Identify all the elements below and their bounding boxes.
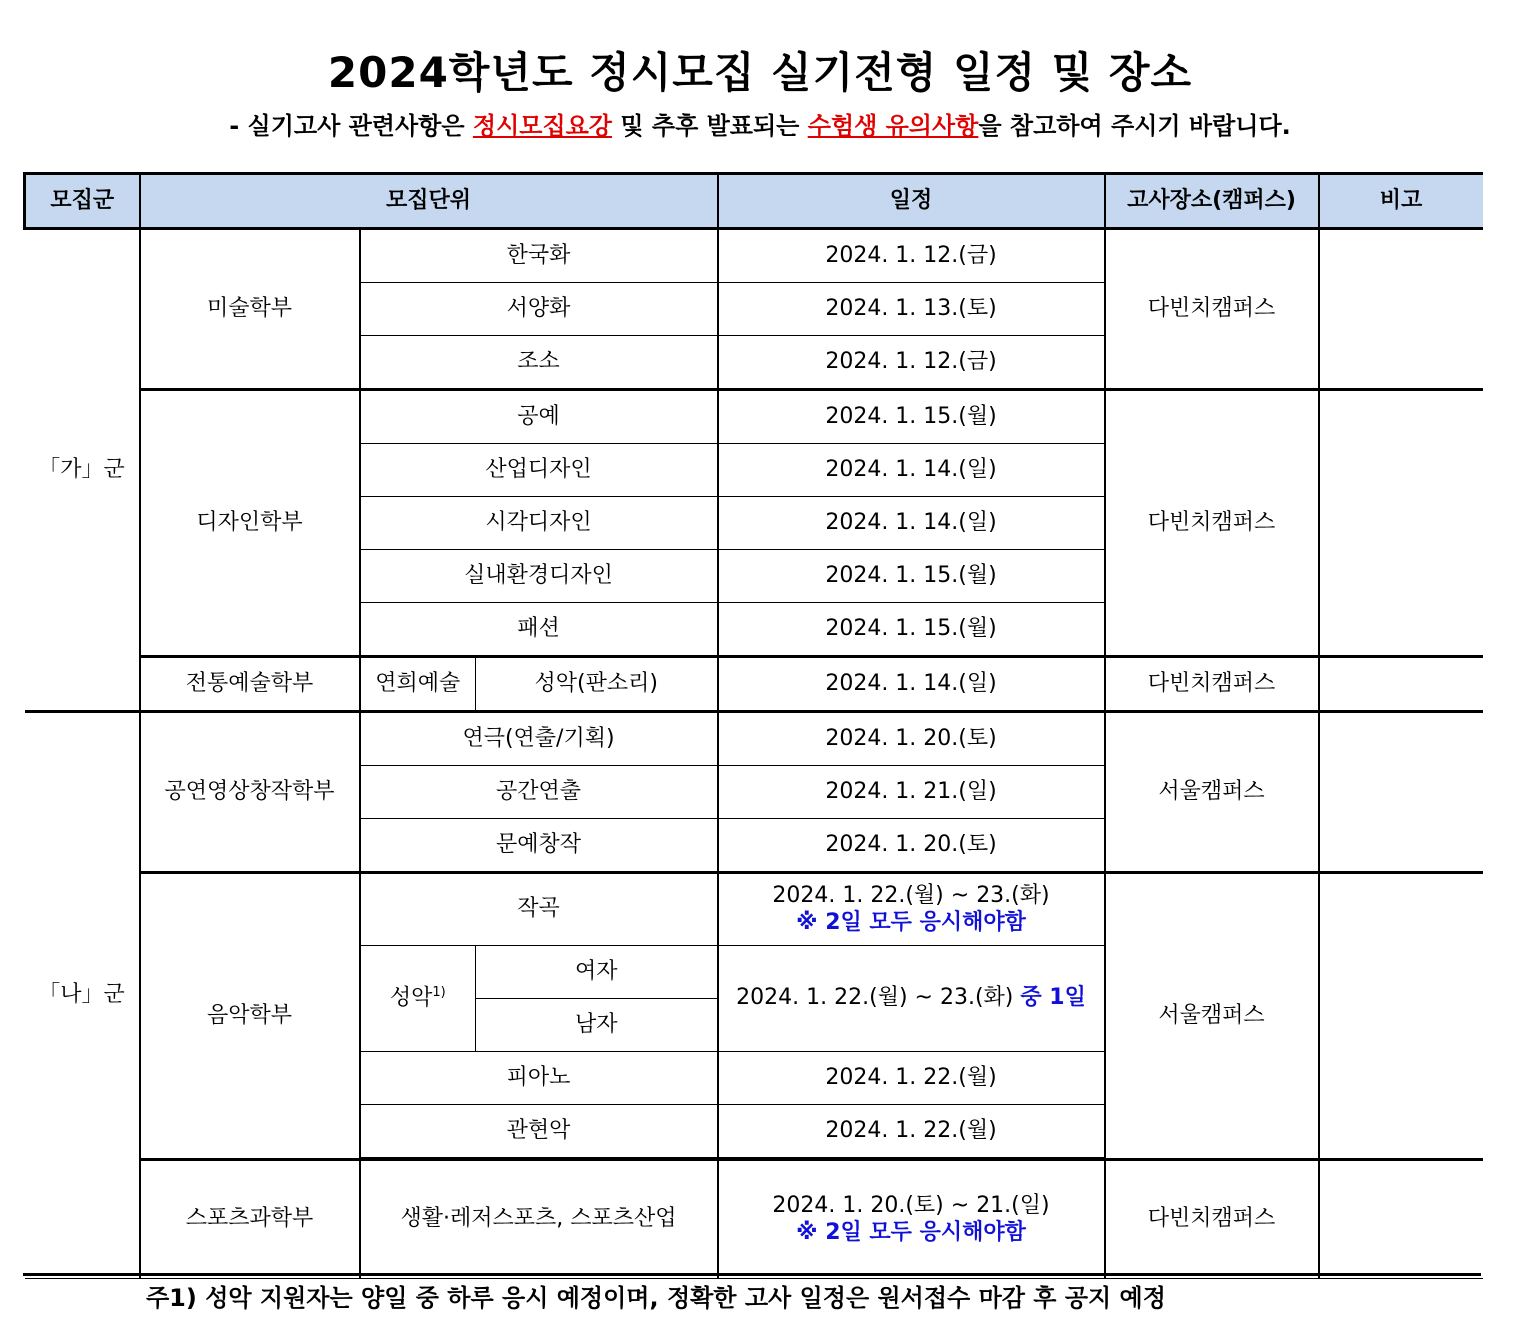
composition-date: 2024. 1. 22.(월) ~ 23.(화) [772,883,1050,909]
unit-cell: 시각디자인 [360,497,718,550]
campus-cell: 다빈치캠퍼스 [1105,229,1319,390]
unit-cell: 서양화 [360,283,718,336]
unit-cell: 조소 [360,336,718,390]
unit-cell: 패션 [360,603,718,657]
unit-cell: 여자 [476,946,718,999]
subunit-cell: 연희예술 [360,657,476,712]
unit-cell: 연극(연출/기획) [360,712,718,766]
campus-cell: 서울캠퍼스 [1105,873,1319,1160]
unit-cell: 실내환경디자인 [360,550,718,603]
unit-cell: 공간연출 [360,766,718,819]
note-cell [1319,229,1483,390]
vocal-label: 성악 [389,985,433,1011]
note-cell [1319,390,1483,657]
unit-cell: 피아노 [360,1052,718,1105]
table-row [25,229,1483,283]
header-unit: 모집단위 [140,174,718,229]
dept-music: 음악학부 [140,873,360,1160]
header-campus: 고사장소(캠퍼스) [1105,174,1319,229]
table-row [25,390,1483,444]
unit-cell: 작곡 [360,873,718,946]
dept-art: 미술학부 [140,229,360,390]
dept-performance: 공연영상창작학부 [140,712,360,873]
date-cell: 2024. 1. 14.(일) [718,497,1105,550]
footnote-marker: 1) [432,985,446,1001]
table-bottom-rule [23,1273,1481,1276]
vocal-label-cell [360,946,476,1052]
unit-cell: 공예 [360,390,718,444]
header-group: 모집군 [25,174,140,229]
unit-cell: 성악(판소리) [476,657,718,712]
campus-cell: 서울캠퍼스 [1105,712,1319,873]
date-cell [718,1160,1105,1279]
campus-cell: 다빈치캠퍼스 [1105,1160,1319,1279]
date-cell: 2024. 1. 14.(일) [718,444,1105,497]
subtitle-suffix: 을 참고하여 주시기 바랍니다. [978,112,1291,140]
date-cell: 2024. 1. 12.(금) [718,336,1105,390]
unit-cell: 문예창작 [360,819,718,873]
header-date: 일정 [718,174,1105,229]
composition-note: ※ 2일 모두 응시해야함 [796,909,1026,935]
date-cell: 2024. 1. 14.(일) [718,657,1105,712]
sports-date: 2024. 1. 20.(토) ~ 21.(일) [772,1193,1050,1219]
date-cell: 2024. 1. 22.(월) [718,1052,1105,1105]
date-cell [718,873,1105,946]
note-cell [1319,712,1483,873]
note-cell [1319,657,1483,712]
date-cell: 2024. 1. 15.(월) [718,550,1105,603]
campus-cell: 다빈치캠퍼스 [1105,390,1319,657]
applicant-notice-link[interactable]: 수험생 유의사항 [807,112,979,140]
vocal-date: 2024. 1. 22.(월) ~ 23.(화) [736,985,1014,1011]
table-row [25,873,1483,946]
dept-traditional: 전통예술학부 [140,657,360,712]
date-cell: 2024. 1. 12.(금) [718,229,1105,283]
page-title: 2024학년도 정시모집 실기전형 일정 및 장소 [327,48,1193,97]
schedule-table [23,172,1483,1279]
table-row [25,657,1483,712]
table-row [25,1160,1483,1279]
dept-design: 디자인학부 [140,390,360,657]
date-cell: 2024. 1. 22.(월) [718,1105,1105,1158]
unit-cell: 남자 [476,999,718,1052]
subtitle [0,106,1520,141]
group-na: 「나」군 [25,712,140,1279]
header-row [25,174,1483,229]
date-cell: 2024. 1. 15.(월) [718,603,1105,657]
date-cell: 2024. 1. 21.(일) [718,766,1105,819]
date-cell: 2024. 1. 20.(토) [718,819,1105,873]
unit-cell: 산업디자인 [360,444,718,497]
unit-cell: 생활·레저스포츠, 스포츠산업 [360,1160,718,1279]
admission-guide-link[interactable]: 정시모집요강 [472,112,612,140]
vocal-note: 중 1일 [1020,985,1086,1011]
table-row [25,712,1483,766]
date-cell: 2024. 1. 13.(토) [718,283,1105,336]
campus-cell: 다빈치캠퍼스 [1105,657,1319,712]
footnote: 주1) 성악 지원자는 양일 중 하루 응시 예정이며, 정확한 고사 일정은 원서접수 마감 후 공지 예정 [146,1284,1166,1312]
unit-cell: 한국화 [360,229,718,283]
header-note: 비고 [1319,174,1483,229]
date-cell: 2024. 1. 20.(토) [718,712,1105,766]
group-ga: 「가」군 [25,229,140,712]
dept-sports: 스포츠과학부 [140,1160,360,1279]
date-cell [718,946,1105,1052]
sports-note: ※ 2일 모두 응시해야함 [796,1219,1026,1245]
note-cell [1319,1160,1483,1279]
note-cell [1319,873,1483,1160]
unit-cell: 관현악 [360,1105,718,1158]
subtitle-prefix: - 실기고사 관련사항은 [229,112,473,140]
date-cell: 2024. 1. 15.(월) [718,390,1105,444]
subtitle-middle: 및 추후 발표되는 [612,112,808,140]
